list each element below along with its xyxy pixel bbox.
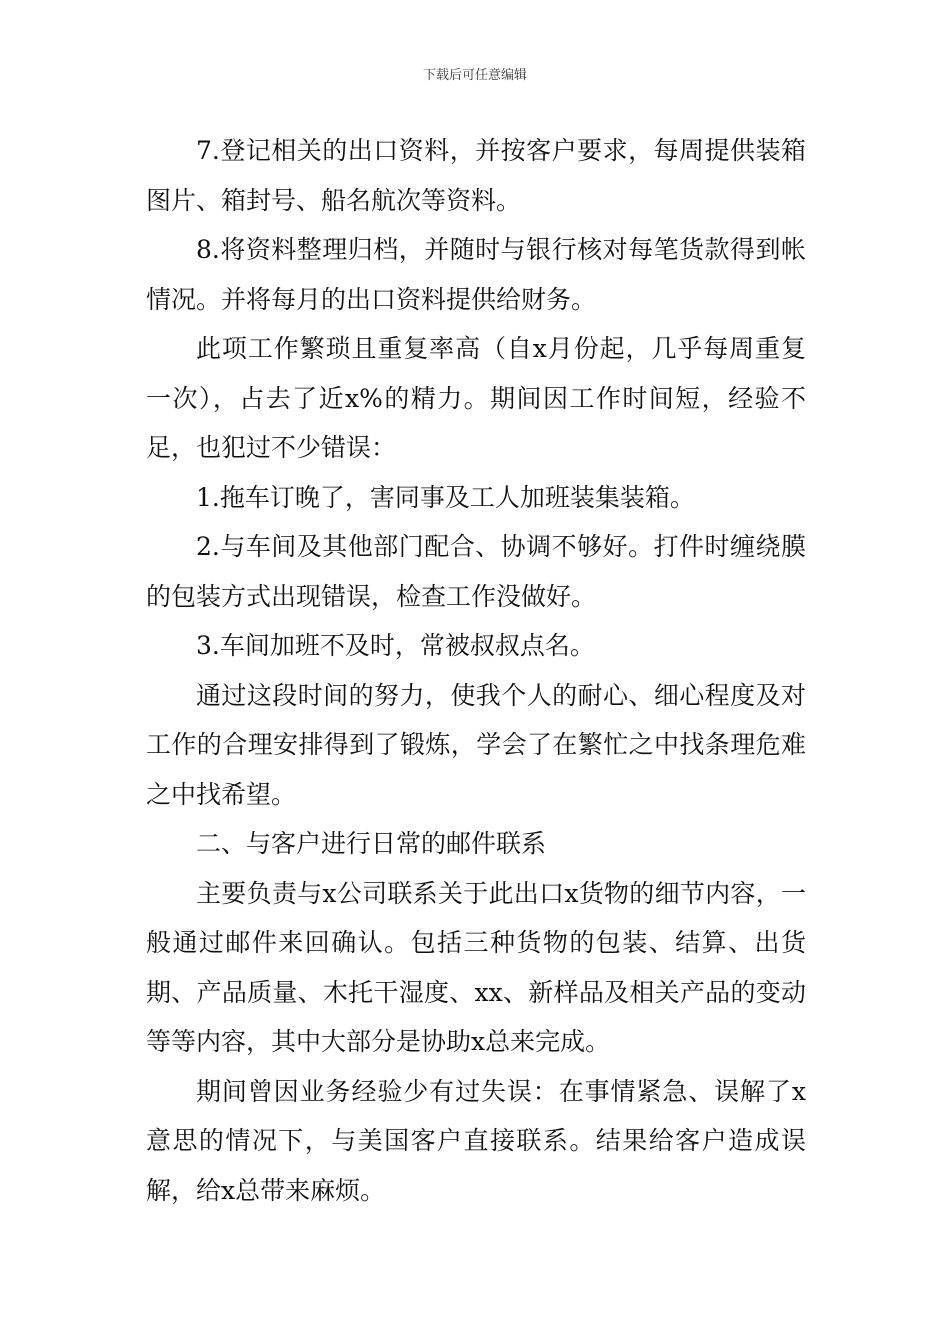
page-header: 下载后可任意编辑	[422, 68, 527, 83]
paragraph: 期间曾因业务经验少有过失误：在事情紧急、误解了x意思的情况下，与美国客户直接联系。结果给客户造成误解，给x总带来麻烦。	[146, 1076, 806, 1205]
section-heading: 二、与客户进行日常的邮件联系	[196, 829, 547, 858]
document-body	[146, 126, 806, 1215]
paragraph: 8.将资料整理归档，并随时与银行核对每笔货款得到帐情况。并将每月的出口资料提供给财务。	[146, 235, 806, 314]
paragraph: 通过这段时间的努力，使我个人的耐心、细心程度及对工作的合理安排得到了锻炼，学会了在繁忙之中找条理危难之中找希望。	[146, 680, 806, 809]
paragraph: 2.与车间及其他部门配合、协调不够好。打件时缠绕膜的包装方式出现错误，检查工作没做好。	[146, 532, 806, 611]
paragraph: 1.拖车订晚了，害同事及工人加班装集装箱。	[196, 482, 695, 512]
paragraph: 此项工作繁琐且重复率高（自x月份起，几乎每周重复一次），占去了近x%的精力。期间因工作时间短，经验不足，也犯过不少错误：	[146, 334, 806, 462]
paragraph: 7.登记相关的出口资料，并按客户要求，每周提供装箱图片、箱封号、船名航次等资料。	[146, 136, 806, 215]
paragraph: 3.车间加班不及时，常被叔叔点名。	[196, 631, 595, 660]
paragraph: 主要负责与x公司联系关于此出口x货物的细节内容，一般通过邮件来回确认。包括三种货物的包装、结算、出货期、产品质量、木托干湿度、xx、新样品及相关产品的变动等等内容，其中大部分是协助x总来完成。	[146, 878, 806, 1056]
